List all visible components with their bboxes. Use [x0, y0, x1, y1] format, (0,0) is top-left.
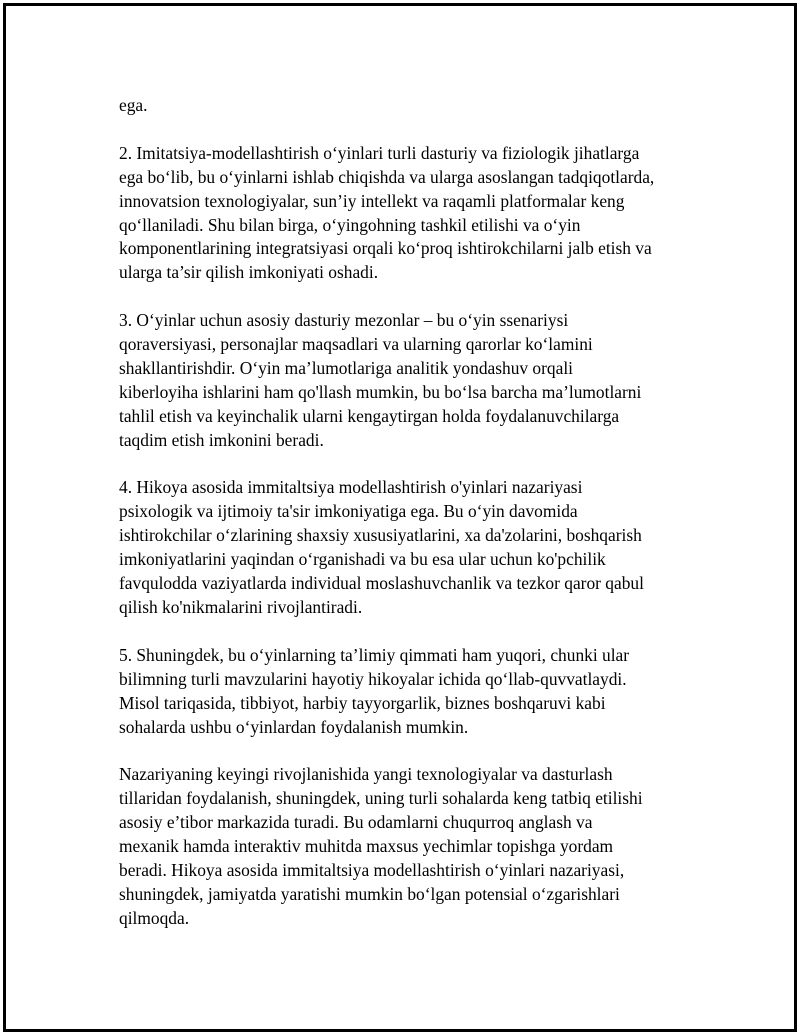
paragraph-point-3: 3. O‘yinlar uchun asosiy dasturiy mezonlar – bu o‘yin ssenariysi qoraversiyasi, personajlar maqsadlari va ularning qarorlar ko‘lamini shakllantirishdir. O‘yin ma’lumotlariga analitik yondashuv orqali kiberloyiha ishlarini ham qo'llash mumkin, bu bo‘lsa barcha ma’lumotlarni tahlil etish va keyinchalik ularni kengaytirgan holda foydalanuvchilarga taqdim etish imkonini beradi. [119, 310, 642, 450]
paragraph-conclusion: Nazariyaning keyingi rivojlanishida yangi texnologiyalar va dasturlash tillaridan foydalanish, shuningdek, uning turli sohalarda keng tatbiq etilishi asosiy e’tibor markazida turadi. Bu odamlarni chuqurroq anglash va mexanik hamda interaktiv muhitda maxsus yechimlar topishga yordam beradi. Hikoya asosida immitaltsiya modellashtirish o‘yinlari nazariyasi, shuningdek, jamiyatda yaratishi mumkin bo‘lgan potensial o‘zgarishlari qilmoqda. [119, 764, 643, 928]
paragraph-point-2: 2. Imitatsiya-modellashtirish o‘yinlari turli dasturiy va fiziologik jihatlarga ega bo‘lib, bu o‘yinlarni ishlab chiqishda va ularga asoslangan tadqiqotlarda, innovatsion texnologiyalar, sun’iy intellekt va raqamli platformalar keng qo‘llaniladi. Shu bilan birga, o‘yingohning tashkil etilishi va o‘yin komponentlarining integratsiyasi orqali ko‘proq ishtirokchilarni jalb etish va ularga ta’sir qilish imkoniyati oshadi. [119, 142, 655, 283]
paragraph-point-5: 5. Shuningdek, bu o‘yinlarning ta’limiy qimmati ham yuqori, chunki ular bilimning turli mavzularini hayotiy hikoyalar ichida qo‘llab-quvvatlaydi. Misol tariqasida, tibbiyot, harbiy tayyorgarlik, biznes boshqaruvi kabi sohalarda ushbu o‘yinlardan foydalanish mumkin. [119, 644, 630, 737]
paragraph-point-4: 4. Hikoya asosida immitaltsiya modellashtirish o'yinlari nazariyasi psixologik va ijtimoiy ta'sir imkoniyatiga ega. Bu o‘yin davomida ishtirokchilar o‘zlarining shaxsiy xususiyatlarini, xa da'zolarini, boshqarish imkoniyatlarini yaqindan o‘rganishadi va bu esa ular uchun ko'pchilik favqulodda vaziyatlarda individual moslashuvchanlik va tezkor qaror qabul qilish ko'nikmalarini rivojlantiradi. [119, 477, 644, 617]
paragraph-continuation: ega. [119, 95, 148, 115]
document-body [119, 94, 719, 955]
page-frame [3, 3, 797, 1032]
